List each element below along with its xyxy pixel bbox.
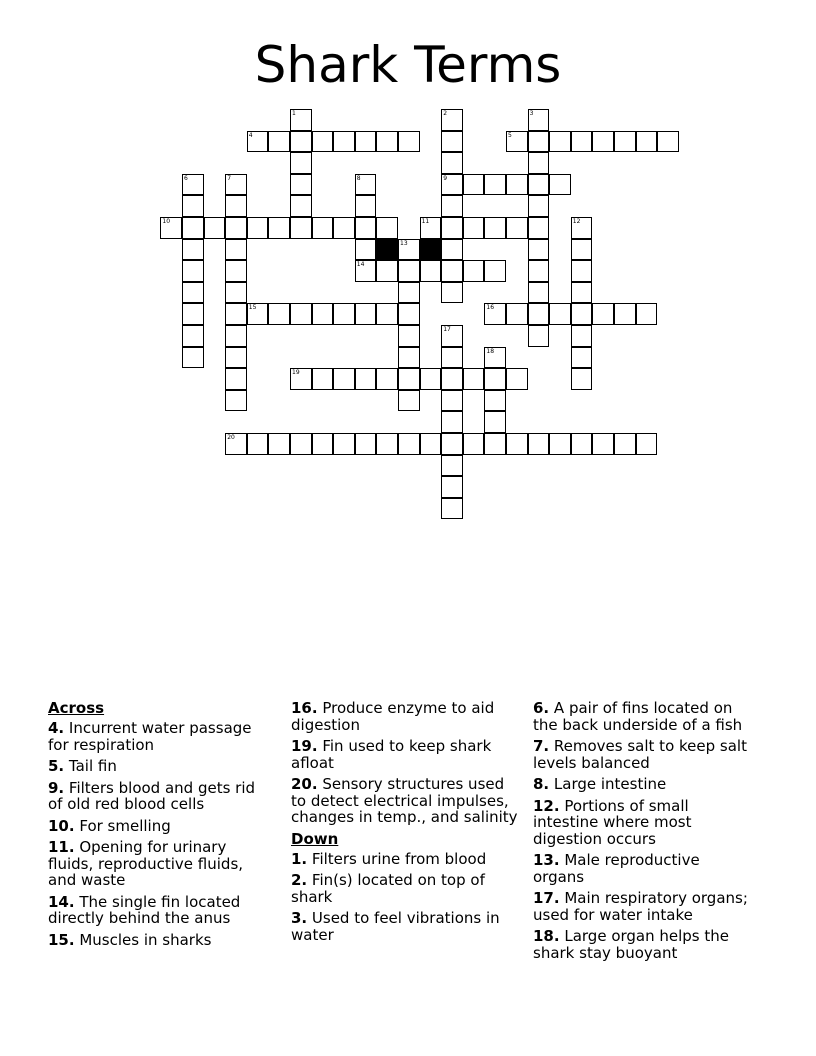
- grid-cell[interactable]: [398, 239, 420, 261]
- clue-number: 9.: [48, 778, 65, 797]
- grid-cell[interactable]: [441, 174, 463, 196]
- grid-cell-blocked: [376, 239, 398, 261]
- grid-cell[interactable]: [268, 217, 290, 239]
- grid-cell[interactable]: [355, 195, 377, 217]
- clue-text: Fin used to keep shark afloat: [291, 737, 492, 772]
- clue-number-label: 11: [421, 218, 430, 225]
- grid-cell[interactable]: [506, 368, 528, 390]
- grid-cell[interactable]: [160, 217, 182, 239]
- grid-cell[interactable]: [528, 131, 550, 153]
- clue-item: [48, 894, 270, 927]
- grid-cell[interactable]: [290, 195, 312, 217]
- clue-number: 4.: [48, 719, 65, 737]
- grid-cell[interactable]: [528, 152, 550, 174]
- clue-column-1: [48, 700, 270, 953]
- clue-number: 3.: [291, 909, 308, 927]
- grid-cell[interactable]: [268, 303, 290, 325]
- grid-cell[interactable]: [225, 239, 247, 261]
- clue-number: 10.: [48, 816, 75, 835]
- grid-cell[interactable]: [441, 390, 463, 412]
- clue-text: Fin(s) located on top of shark: [291, 871, 485, 906]
- grid-cell[interactable]: [441, 411, 463, 433]
- clue-item: [48, 932, 270, 949]
- grid-cell[interactable]: [441, 325, 463, 347]
- clue-item: [291, 738, 523, 771]
- grid-cell[interactable]: [290, 109, 312, 131]
- clue-item: [291, 851, 523, 868]
- grid-cell[interactable]: [528, 217, 550, 239]
- grid-cell[interactable]: [441, 282, 463, 304]
- clue-column-3: [533, 700, 755, 966]
- clue-item: [48, 780, 270, 813]
- clue-text: The single fin located directly behind the anus: [48, 892, 241, 927]
- grid-cell[interactable]: [441, 498, 463, 520]
- grid-cell[interactable]: [333, 303, 355, 325]
- clue-column-2: [291, 700, 523, 948]
- grid-cell[interactable]: [571, 303, 593, 325]
- clue-number-label: 8: [356, 174, 361, 182]
- grid-cell[interactable]: [549, 174, 571, 196]
- grid-cell[interactable]: [398, 325, 420, 347]
- grid-cell[interactable]: [290, 174, 312, 196]
- clue-text: Removes salt to keep salt levels balanced: [533, 737, 747, 772]
- clue-number-label: 12: [572, 218, 581, 225]
- clue-item: [533, 798, 755, 848]
- clue-number-label: 17: [443, 326, 451, 333]
- grid-cell[interactable]: [182, 260, 204, 282]
- clue-text: Filters urine from blood: [307, 849, 487, 868]
- grid-cell[interactable]: [528, 433, 550, 455]
- grid-cell[interactable]: [268, 131, 290, 153]
- grid-cell[interactable]: [182, 325, 204, 347]
- clue-item: [533, 890, 755, 923]
- grid-cell[interactable]: [636, 433, 658, 455]
- grid-cell[interactable]: [420, 217, 442, 239]
- grid-cell[interactable]: [441, 152, 463, 174]
- grid-cell[interactable]: [484, 411, 506, 433]
- grid-cell[interactable]: [463, 433, 485, 455]
- grid-cell[interactable]: [333, 368, 355, 390]
- clue-item: [48, 839, 270, 889]
- grid-cell[interactable]: [290, 217, 312, 239]
- clue-number-label: 7: [227, 174, 232, 182]
- grid-cell[interactable]: [333, 433, 355, 455]
- grid-cell[interactable]: [528, 303, 550, 325]
- grid-cell[interactable]: [333, 217, 355, 239]
- grid-cell[interactable]: [225, 347, 247, 369]
- grid-cell[interactable]: [592, 433, 614, 455]
- grid-cell[interactable]: [182, 174, 204, 196]
- grid-cell[interactable]: [484, 174, 506, 196]
- grid-cell[interactable]: [484, 303, 506, 325]
- grid-cell[interactable]: [657, 131, 679, 153]
- clue-text: For smelling: [74, 816, 171, 835]
- grid-cell[interactable]: [614, 303, 636, 325]
- grid-cell[interactable]: [355, 217, 377, 239]
- grid-cell[interactable]: [549, 131, 571, 153]
- grid-cell[interactable]: [355, 260, 377, 282]
- grid-cell[interactable]: [376, 131, 398, 153]
- grid-cell[interactable]: [549, 433, 571, 455]
- grid-cell[interactable]: [225, 282, 247, 304]
- grid-cell[interactable]: [247, 303, 269, 325]
- grid-cell[interactable]: [204, 217, 226, 239]
- grid-cell[interactable]: [636, 131, 658, 153]
- clue-number: 8.: [533, 775, 550, 793]
- grid-cell[interactable]: [441, 455, 463, 477]
- grid-cell[interactable]: [571, 131, 593, 153]
- grid-cell[interactable]: [290, 368, 312, 390]
- grid-cell[interactable]: [463, 368, 485, 390]
- grid-cell[interactable]: [225, 325, 247, 347]
- grid-cell[interactable]: [528, 239, 550, 261]
- grid-cell[interactable]: [268, 433, 290, 455]
- grid-cell[interactable]: [225, 368, 247, 390]
- clue-number-label: 6: [184, 174, 188, 182]
- grid-cell[interactable]: [484, 347, 506, 369]
- grid-cell[interactable]: [290, 131, 312, 153]
- grid-cell[interactable]: [290, 152, 312, 174]
- grid-cell[interactable]: [441, 260, 463, 282]
- clue-item: [533, 700, 755, 733]
- clue-text: Main respiratory organs; used for water intake: [533, 889, 748, 924]
- grid-cell[interactable]: [182, 303, 204, 325]
- grid-cell[interactable]: [247, 217, 269, 239]
- grid-cell[interactable]: [592, 303, 614, 325]
- clue-text: Tail fin: [64, 757, 117, 775]
- clue-text: Produce enzyme to aid digestion: [291, 699, 495, 734]
- clue-number-label: 5: [508, 131, 512, 139]
- clue-number: 1.: [291, 849, 308, 868]
- grid-cell[interactable]: [571, 217, 593, 239]
- grid-cell[interactable]: [355, 433, 377, 455]
- clue-text: Portions of small intestine where most digestion occurs: [533, 796, 692, 848]
- grid-cell[interactable]: [398, 390, 420, 412]
- grid-cell[interactable]: [420, 260, 442, 282]
- grid-cell[interactable]: [441, 347, 463, 369]
- grid-cell[interactable]: [376, 217, 398, 239]
- grid-cell[interactable]: [592, 131, 614, 153]
- grid-cell[interactable]: [247, 131, 269, 153]
- grid-cell[interactable]: [506, 303, 528, 325]
- grid-cell[interactable]: [376, 433, 398, 455]
- grid-cell[interactable]: [355, 239, 377, 261]
- clue-item: [291, 776, 523, 826]
- grid-cell[interactable]: [398, 260, 420, 282]
- clue-text: Incurrent water passage for respiration: [48, 719, 252, 754]
- clue-number-label: 14: [356, 261, 365, 269]
- clue-item: [291, 700, 523, 733]
- grid-cell[interactable]: [355, 131, 377, 153]
- clue-text: Used to feel vibrations in water: [291, 909, 500, 944]
- grid-cell[interactable]: [528, 282, 550, 304]
- clue-text: Large organ helps the shark stay buoyant: [533, 927, 730, 962]
- grid-cell[interactable]: [398, 368, 420, 390]
- grid-cell[interactable]: [247, 433, 269, 455]
- grid-cell[interactable]: [571, 260, 593, 282]
- clue-number: 16.: [291, 699, 318, 717]
- clue-number: 11.: [48, 838, 75, 856]
- grid-cell[interactable]: [312, 433, 334, 455]
- grid-cell[interactable]: [484, 217, 506, 239]
- grid-cell[interactable]: [441, 131, 463, 153]
- grid-cell[interactable]: [571, 433, 593, 455]
- clue-number: 20.: [291, 775, 318, 793]
- clue-number: 19.: [291, 737, 318, 755]
- clue-text: Large intestine: [549, 775, 667, 793]
- grid-cell[interactable]: [528, 195, 550, 217]
- grid-cell[interactable]: [290, 433, 312, 455]
- grid-cell[interactable]: [614, 433, 636, 455]
- grid-cell[interactable]: [528, 109, 550, 131]
- grid-cell[interactable]: [225, 260, 247, 282]
- clue-item: [533, 928, 755, 961]
- grid-cell[interactable]: [484, 390, 506, 412]
- grid-cell[interactable]: [441, 217, 463, 239]
- grid-cell[interactable]: [398, 131, 420, 153]
- clue-number-label: 13: [400, 239, 408, 247]
- grid-cell[interactable]: [398, 347, 420, 369]
- grid-cell[interactable]: [398, 282, 420, 304]
- clue-text: Sensory structures used to detect electrical impulses, changes in temp., and salinity: [291, 775, 518, 826]
- clue-text: Muscles in sharks: [74, 930, 212, 949]
- grid-cell[interactable]: [441, 433, 463, 455]
- grid-cell[interactable]: [312, 131, 334, 153]
- clue-number: 14.: [48, 892, 75, 911]
- grid-cell[interactable]: [376, 368, 398, 390]
- grid-cell[interactable]: [376, 260, 398, 282]
- clue-number: 2.: [291, 871, 308, 889]
- clue-item: [48, 818, 270, 835]
- grid-cell[interactable]: [484, 368, 506, 390]
- grid-cell[interactable]: [441, 368, 463, 390]
- clue-number: 5.: [48, 757, 65, 775]
- grid-cell[interactable]: [312, 303, 334, 325]
- clue-item: [533, 776, 755, 793]
- grid-cell[interactable]: [225, 195, 247, 217]
- grid-cell[interactable]: [636, 303, 658, 325]
- grid-cell[interactable]: [571, 282, 593, 304]
- grid-cell[interactable]: [506, 174, 528, 196]
- grid-cell[interactable]: [182, 217, 204, 239]
- grid-cell[interactable]: [506, 433, 528, 455]
- grid-cell[interactable]: [528, 325, 550, 347]
- clue-text: A pair of fins located on the back underside of a fish: [533, 699, 743, 734]
- clue-number-label: 16: [486, 304, 495, 312]
- grid-cell[interactable]: [441, 476, 463, 498]
- clue-number-label: 1: [292, 110, 296, 117]
- grid-cell[interactable]: [376, 303, 398, 325]
- grid-cell[interactable]: [571, 347, 593, 369]
- grid-cell[interactable]: [506, 217, 528, 239]
- grid-cell[interactable]: [312, 368, 334, 390]
- grid-cell-blocked: [420, 239, 442, 261]
- grid-cell[interactable]: [182, 282, 204, 304]
- grid-cell[interactable]: [571, 239, 593, 261]
- clue-number-label: 9: [443, 174, 448, 182]
- clue-item: [291, 910, 523, 943]
- grid-cell[interactable]: [225, 390, 247, 412]
- clue-number: 13.: [533, 851, 560, 869]
- grid-cell[interactable]: [420, 433, 442, 455]
- clue-number: 18.: [533, 927, 560, 945]
- clue-number-label: 3: [529, 110, 534, 117]
- grid-cell[interactable]: [225, 174, 247, 196]
- clue-item: [291, 872, 523, 905]
- clue-number: 12.: [533, 796, 560, 815]
- clue-item: [533, 738, 755, 771]
- grid-cell[interactable]: [420, 368, 442, 390]
- clue-number-label: 2: [443, 110, 448, 117]
- clue-number: 6.: [533, 699, 550, 717]
- grid-cell[interactable]: [484, 260, 506, 282]
- grid-cell[interactable]: [182, 347, 204, 369]
- grid-cell[interactable]: [528, 260, 550, 282]
- grid-cell[interactable]: [398, 303, 420, 325]
- clue-heading-down: Down: [291, 829, 339, 848]
- grid-cell[interactable]: [355, 174, 377, 196]
- grid-cell[interactable]: [614, 131, 636, 153]
- grid-cell[interactable]: [463, 260, 485, 282]
- grid-cell[interactable]: [441, 195, 463, 217]
- clue-item: [48, 720, 270, 753]
- clue-number-label: 20: [227, 434, 235, 441]
- grid-cell[interactable]: [225, 303, 247, 325]
- grid-cell[interactable]: [441, 109, 463, 131]
- clue-number: 17.: [533, 889, 560, 907]
- clue-number: 15.: [48, 930, 75, 949]
- grid-cell[interactable]: [355, 303, 377, 325]
- clue-item: [533, 852, 755, 885]
- clue-number-label: 10: [162, 218, 171, 225]
- clue-number-label: 15: [248, 304, 257, 312]
- clue-text: Opening for urinary fluids, reproductive fluids, and waste: [48, 838, 244, 889]
- grid-cell[interactable]: [484, 433, 506, 455]
- grid-cell[interactable]: [290, 303, 312, 325]
- clue-number-label: 18: [486, 347, 495, 355]
- grid-cell[interactable]: [333, 131, 355, 153]
- grid-cell[interactable]: [549, 303, 571, 325]
- grid-cell[interactable]: [182, 239, 204, 261]
- clue-number-label: 4: [248, 131, 253, 139]
- clue-number: 7.: [533, 737, 550, 755]
- grid-cell[interactable]: [463, 174, 485, 196]
- grid-cell[interactable]: [398, 433, 420, 455]
- clue-item: [48, 758, 270, 775]
- grid-cell[interactable]: [312, 217, 334, 239]
- grid-cell[interactable]: [225, 217, 247, 239]
- clue-text: Male reproductive organs: [533, 851, 700, 886]
- grid-cell[interactable]: [528, 174, 550, 196]
- grid-cell[interactable]: [355, 368, 377, 390]
- clue-text: Filters blood and gets rid of old red blood cells: [48, 778, 256, 813]
- grid-cell[interactable]: [506, 131, 528, 153]
- clue-number-label: 19: [292, 369, 300, 377]
- grid-cell[interactable]: [571, 368, 593, 390]
- grid-cell[interactable]: [463, 217, 485, 239]
- grid-cell[interactable]: [571, 325, 593, 347]
- grid-cell[interactable]: [441, 239, 463, 261]
- clue-heading-across: Across: [48, 699, 105, 717]
- puzzle-title: Shark Terms: [254, 36, 562, 94]
- grid-cell[interactable]: [182, 195, 204, 217]
- grid-cell[interactable]: [225, 433, 247, 455]
